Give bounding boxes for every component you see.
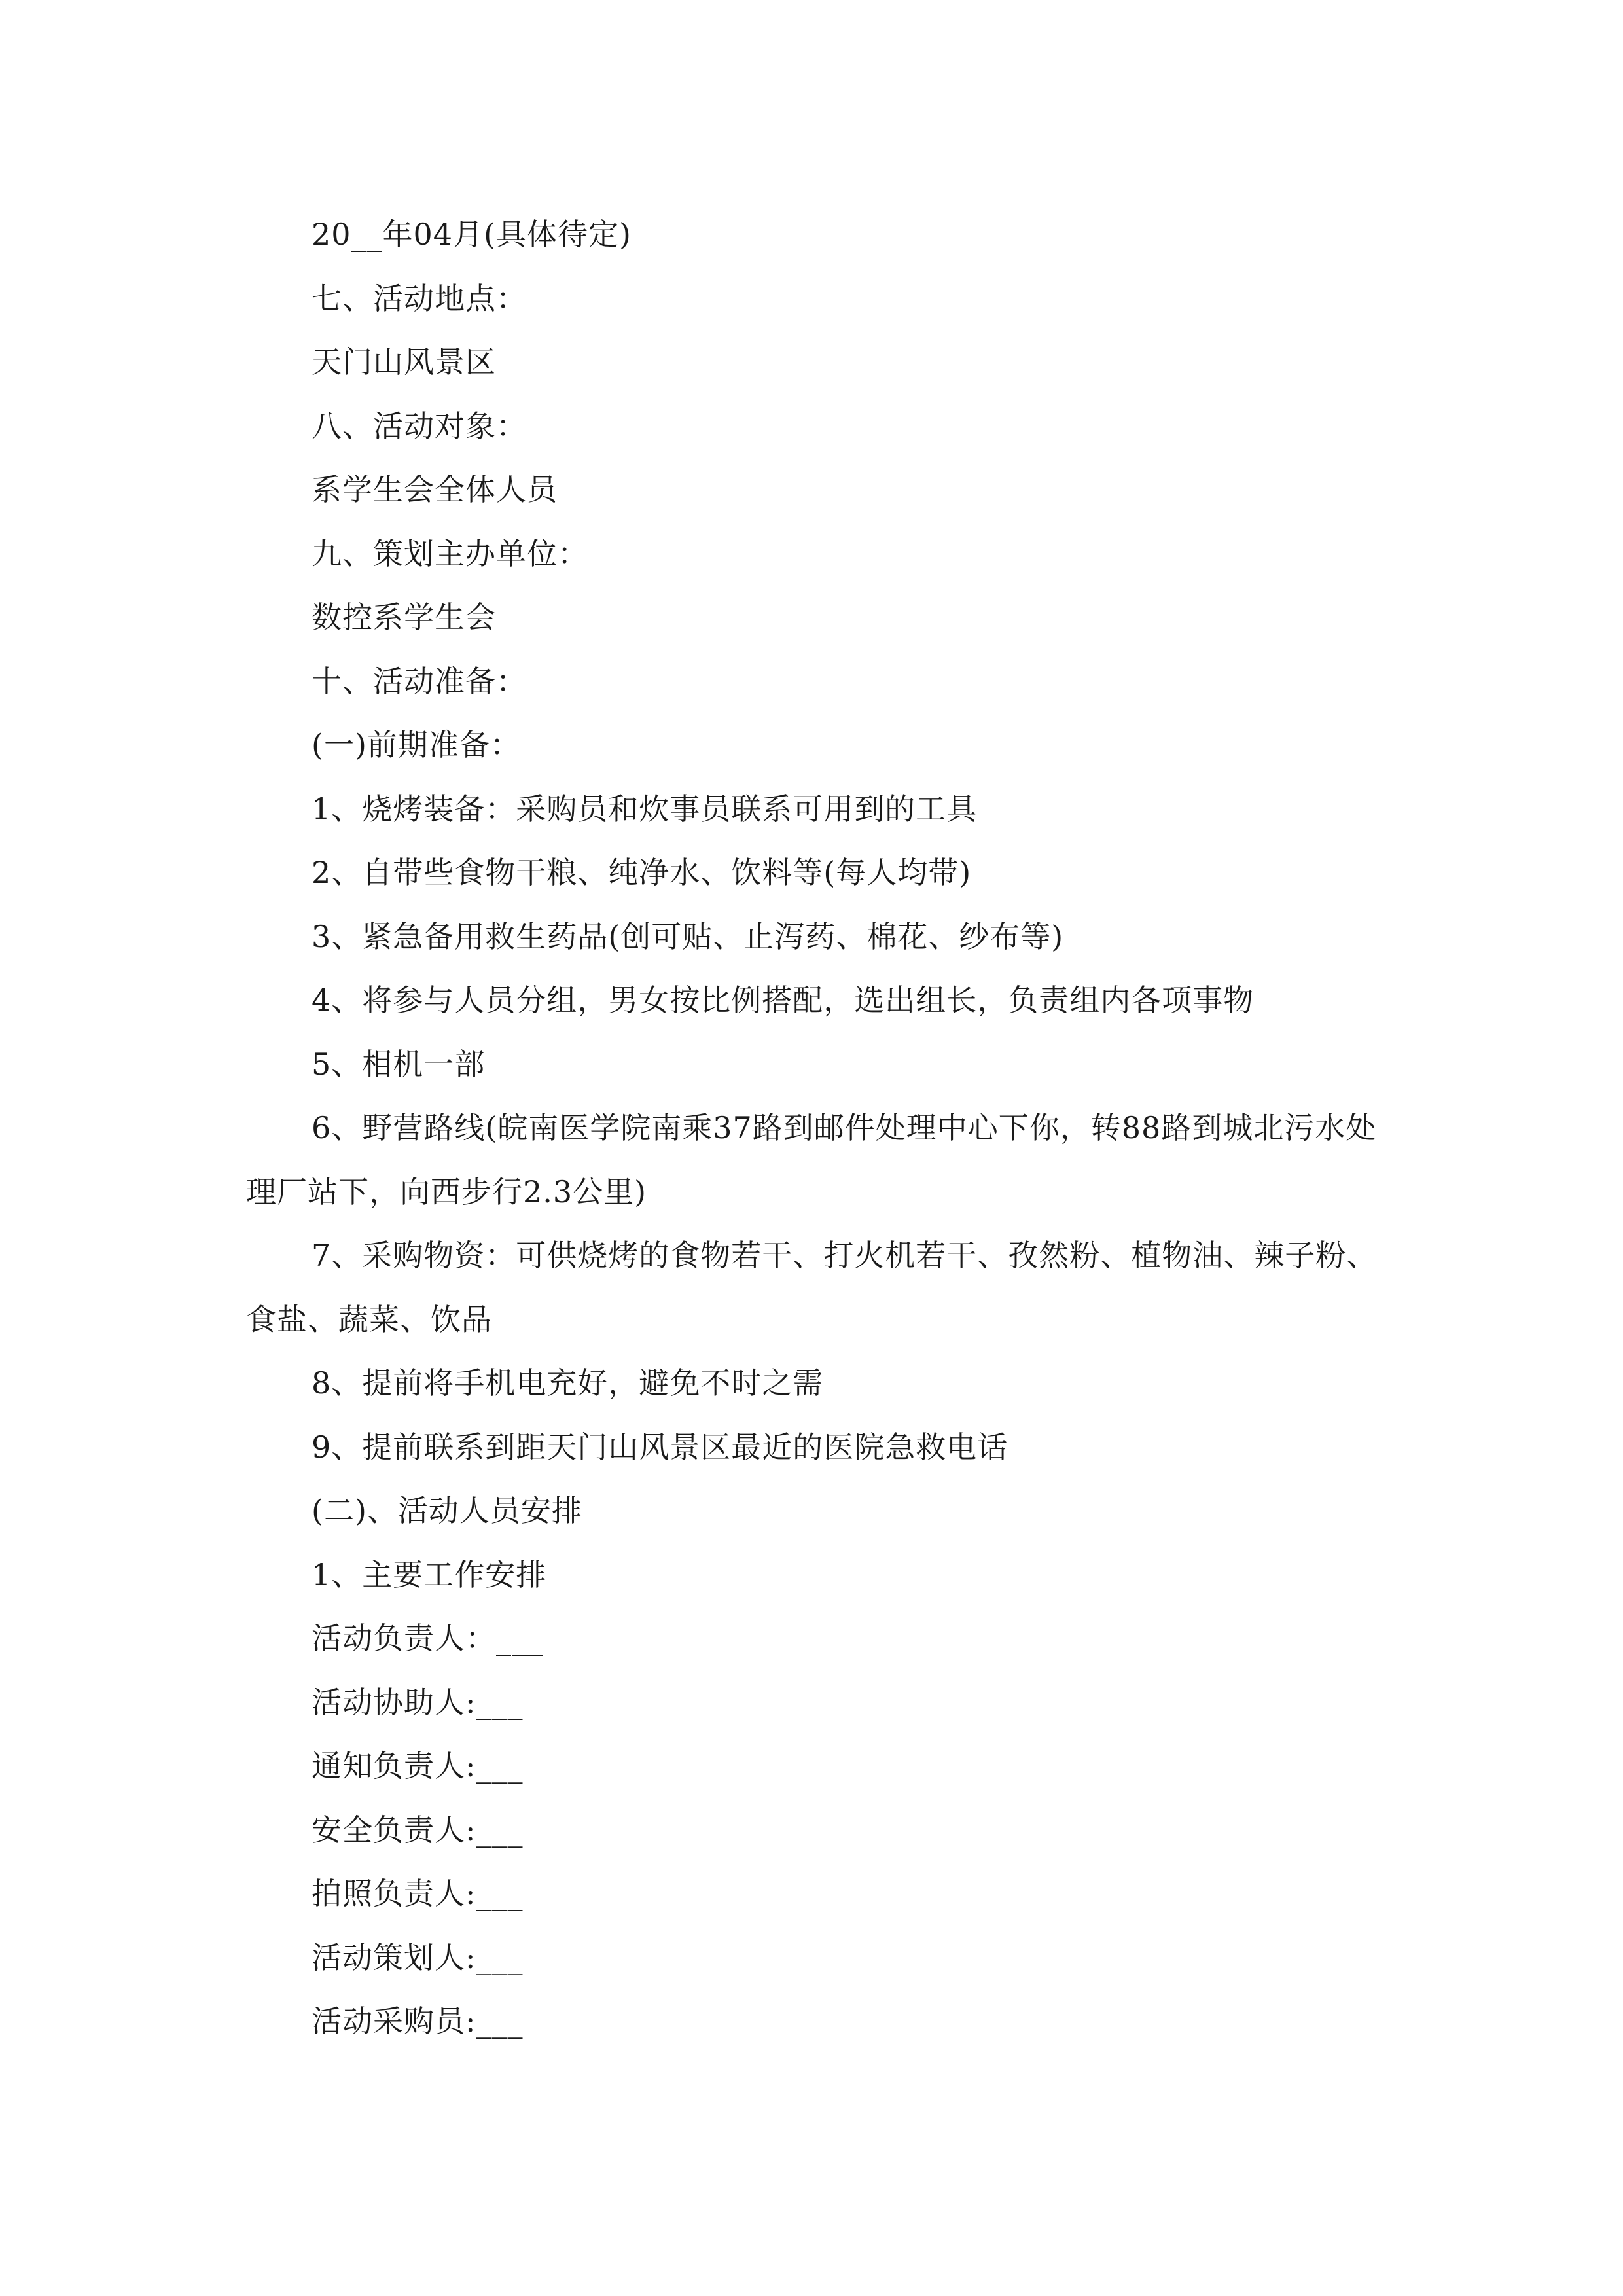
list-item: 9、提前联系到距天门山风景区最近的医院急救电话 [312, 1429, 1008, 1465]
subheading-staff-arrangement: (二)、活动人员安排 [312, 1493, 582, 1528]
role-line: 通知负责人:___ [312, 1748, 524, 1784]
document-body [246, 203, 1378, 2054]
organizer: 数控系学生会 [312, 600, 496, 635]
heading-organizer: 九、策划主办单位： [312, 535, 588, 571]
role-line: 活动策划人:___ [312, 1939, 524, 1975]
list-item: 6、野营路线(皖南医学院南乘37路到邮件处理中心下你，转88路到城北污水处理厂站下，向西步行2.3公里) [246, 1110, 1377, 1210]
list-item: 4、将参与人员分组，男女按比例搭配，选出组长，负责组内各项事物 [312, 982, 1255, 1018]
list-item: 8、提前将手机电充好，避免不时之需 [312, 1365, 824, 1401]
role-line: 活动采购员:___ [312, 2003, 524, 2039]
activity-location: 天门山风景区 [312, 344, 496, 380]
heading-activity-target: 八、活动对象： [312, 408, 527, 444]
list-item: 2、自带些食物干粮、纯净水、饮料等(每人均带) [312, 855, 972, 890]
list-item: 5、相机一部 [312, 1046, 486, 1082]
subheading-early-preparation: (一)前期准备： [312, 727, 521, 762]
heading-activity-preparation: 十、活动准备： [312, 663, 527, 699]
list-item: 1、烧烤装备：采购员和炊事员联系可用到的工具 [312, 791, 978, 827]
list-item: 7、采购物资：可供烧烤的食物若干、打火机若干、孜然粉、植物油、辣子粉、食盐、蔬菜、饮品 [246, 1238, 1378, 1337]
role-line: 活动协助人:___ [312, 1684, 524, 1720]
heading-activity-location: 七、活动地点： [312, 280, 527, 316]
list-item: 3、紧急备用救生药品(创可贴、止泻药、棉花、纱布等) [312, 918, 1064, 954]
role-line: 安全负责人:___ [312, 1812, 524, 1848]
subheading-main-work: 1、主要工作安排 [312, 1556, 547, 1592]
role-line: 拍照负责人:___ [312, 1876, 524, 1911]
activity-date: 20__年04月(具体待定) [312, 217, 632, 252]
role-line: 活动负责人：___ [312, 1621, 543, 1656]
activity-target: 系学生会全体人员 [312, 472, 558, 507]
